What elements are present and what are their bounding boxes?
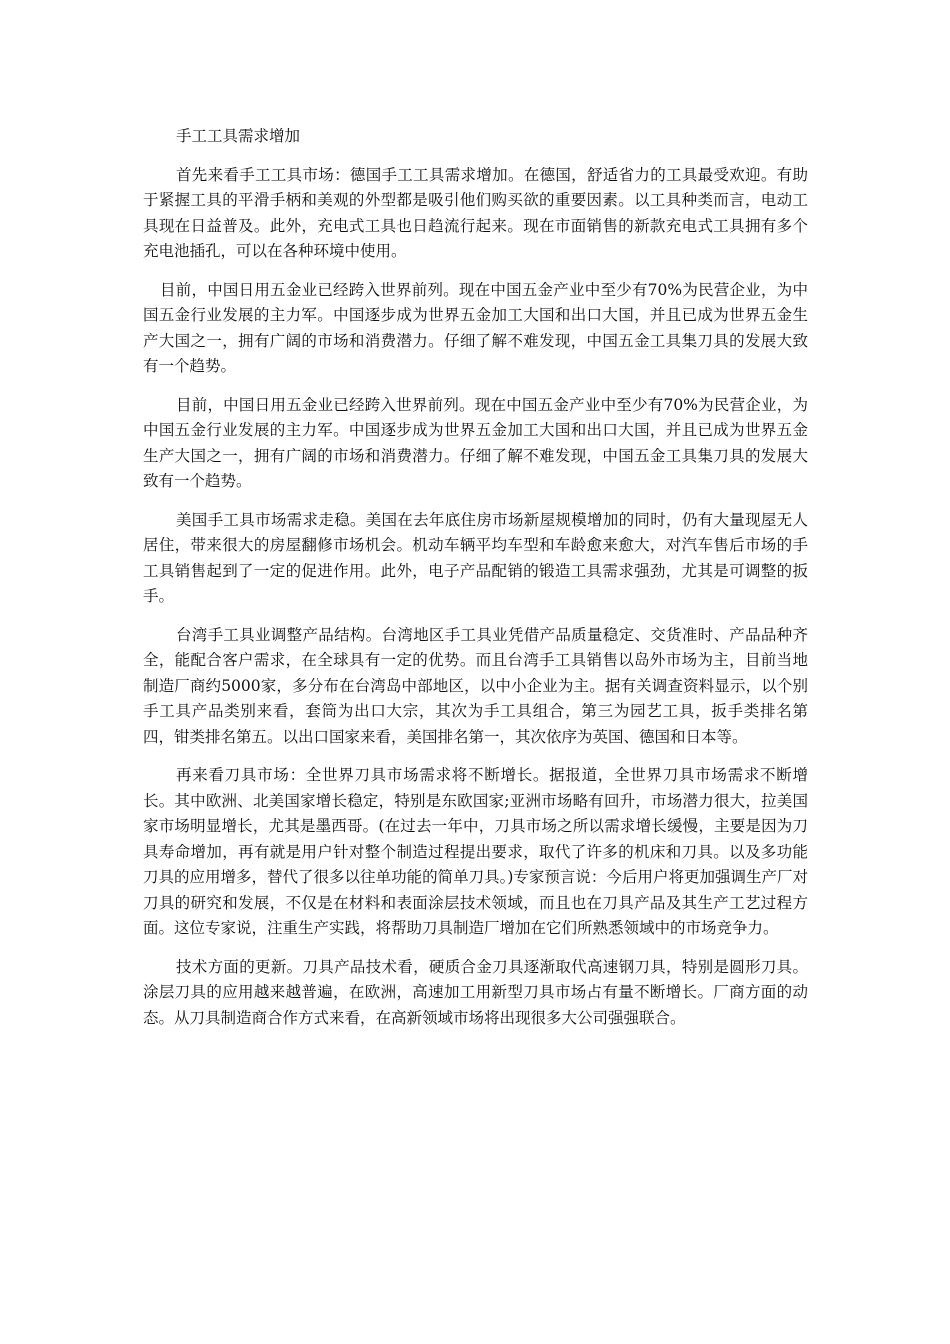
paragraph-china-hardware-2: 目前，中国日用五金业已经跨入世界前列。现在中国五金产业中至少有70%为民营企业，为中国五金行业发展的主力军。中国逐步成为世界五金加工大国和出口大国，并且已成为世界五金生产大国之一，拥有广阔的市场和消费潜力。仔细了解不难发现，中国五金工具集刀具的发展大致有一个趋势。: [143, 395, 808, 490]
paragraph-china-hardware-1: 目前，中国日用五金业已经跨入世界前列。现在中国五金产业中至少有70%为民营企业，为中国五金行业发展的主力军。中国逐步成为世界五金加工大国和出口大国，并且已成为世界五金生产大国之一，拥有广阔的市场和消费潜力。仔细了解不难发现，中国五金工具集刀具的发展大致有一个趋势。: [143, 280, 808, 375]
paragraph-cutting-tools-market: 再来看刀具市场：全世界刀具市场需求将不断增长。据报道，全世界刀具市场需求不断增长。其中欧洲、北美国家增长稳定，特别是东欧国家;亚洲市场略有回升，市场潜力很大，拉美国家市场明显增长，尤其是墨西哥。(在过去一年中，刀具市场之所以需求增长缓慢，主要是因为刀具寿命增加，再有就是用户针对整个制造过程提出要求，取代了许多的机床和刀具。以及多功能刀具的应用增多，替代了很多以往单功能的简单刀具。)专家预言说：今后用户将更加强调生产厂对刀具的研究和发展，不仅是在材料和表面涂层技术领域，而且也在刀具产品及其生产工艺过程方面。这位专家说，注重生产实践，将帮助刀具制造厂增加在它们所熟悉领域中的市场竞争力。: [143, 766, 808, 937]
paragraph-taiwan-hand-tools: 台湾手工具业调整产品结构。台湾地区手工具业凭借产品质量稳定、交货准时、产品品种齐全，能配合客户需求，在全球具有一定的优势。而且台湾手工具销售以岛外市场为主，目前当地制造厂商约5000家，多分布在台湾岛中部地区，以中小企业为主。据有关调查资料显示，以个别手工具产品类别来看，套筒为出口大宗，其次为手工具组合，第三为园艺工具，扳手类排名第四，钳类排名第五。以出口国家来看，美国排名第一，其次依序为英国、德国和日本等。: [143, 625, 808, 746]
paragraph-us-hand-tools: 美国手工具市场需求走稳。美国在去年底住房市场新屋规模增加的同时，仍有大量现屋无人居住，带来很大的房屋翻修市场机会。机动车辆平均车型和车龄愈来愈大，对汽车售后市场的手工具销售起到了一定的促进作用。此外，电子产品配销的锻造工具需求强劲，尤其是可调整的扳手。: [143, 510, 808, 605]
paragraph-technology-updates: 技术方面的更新。刀具产品技术看，硬质合金刀具逐渐取代高速钢刀具，特别是圆形刀具。涂层刀具的应用越来越普遍，在欧洲，高速加工用新型刀具市场占有量不断增长。厂商方面的动态。从刀具制造商合作方式来看，在高新领域市场将出现很多大公司强强联合。: [143, 957, 808, 1027]
document-title: 手工工具需求增加: [176, 127, 301, 145]
document-body: [143, 124, 808, 1044]
paragraph-germany-hand-tools: 首先来看手工工具市场：德国手工工具需求增加。在德国，舒适省力的工具最受欢迎。有助于紧握工具的平滑手柄和美观的外型都是吸引他们购买欲的重要因素。以工具种类而言，电动工具现在日益普及。此外，充电式工具也日趋流行起来。现在市面销售的新款充电式工具拥有多个充电池插孔，可以在各种环境中使用。: [143, 165, 808, 260]
